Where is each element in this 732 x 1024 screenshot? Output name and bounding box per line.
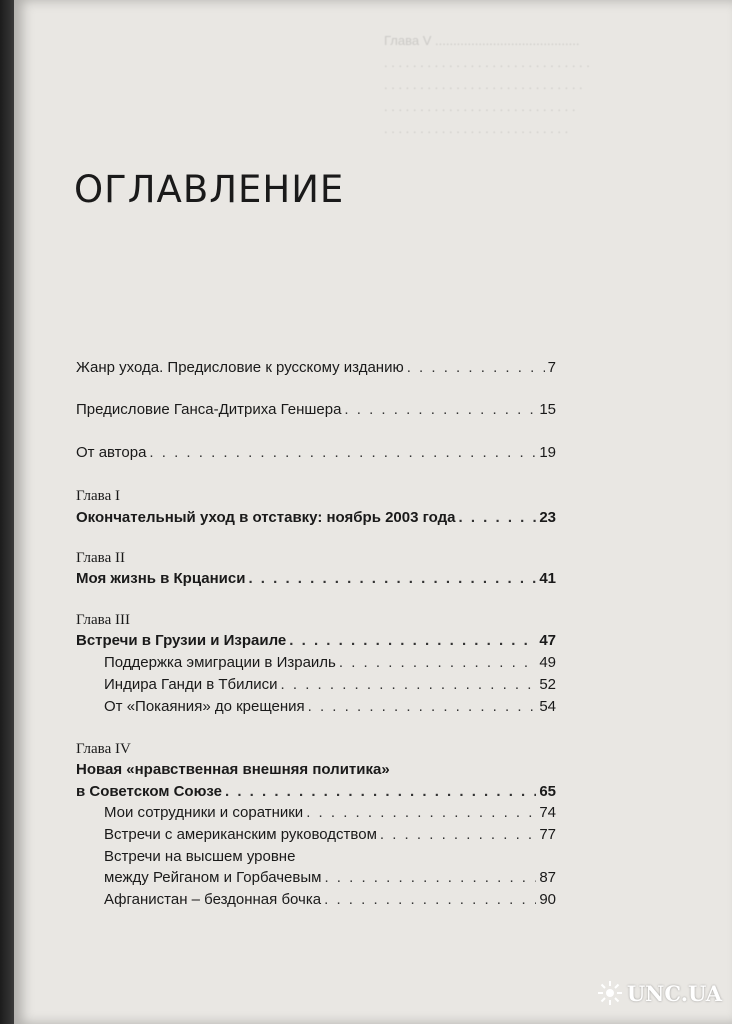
- watermark: [597, 980, 722, 1006]
- subsection-page: 74: [539, 804, 556, 821]
- chapter-page: 47: [539, 632, 556, 649]
- watermark-text: UNC.UA: [626, 980, 722, 1006]
- chapter-entry[interactable]: [76, 569, 556, 589]
- subsection-title: между Рейганом и Горбачевым: [104, 869, 322, 886]
- subsection-entry[interactable]: [104, 697, 556, 717]
- subsection-entry[interactable]: [104, 653, 556, 673]
- dot-leader: [248, 569, 536, 589]
- dot-leader: [380, 825, 536, 845]
- toc-entry-title: Предисловие Ганса-Дитриха Геншера: [76, 401, 342, 418]
- toc-entry[interactable]: [76, 443, 556, 463]
- subsection-page: 52: [539, 676, 556, 693]
- dot-leader: [289, 631, 536, 651]
- subsection-title: Встречи с американским руководством: [104, 826, 377, 843]
- toc-entry-page: 7: [547, 359, 556, 376]
- chapter-label: Глава II: [76, 550, 125, 566]
- toc-entry[interactable]: [76, 358, 556, 378]
- subsection-entry[interactable]: [104, 825, 556, 845]
- chapter-title-line1: Новая «нравственная внешняя политика»: [76, 761, 390, 778]
- dot-leader: [459, 508, 537, 528]
- toc-entry[interactable]: [76, 400, 556, 420]
- subsection-title: Афганистан – бездонная бочка: [104, 891, 322, 908]
- chapter-title: в Советском Союзе: [76, 783, 222, 800]
- subsection-title: От «Покаяния» до крещения: [104, 698, 305, 715]
- book-spine-shadow: [0, 0, 14, 1024]
- chapter-label: Глава I: [76, 488, 120, 504]
- chapter-label: Глава III: [76, 612, 130, 628]
- chapter-entry[interactable]: [76, 508, 556, 528]
- chapter-page: 65: [539, 783, 556, 800]
- toc-entry-title: Жанр ухода. Предисловие к русскому изданию: [76, 359, 404, 376]
- chapter-entry[interactable]: [76, 782, 556, 802]
- subsection-title-line1: Встречи на высшем уровне: [104, 848, 296, 865]
- toc-entry-title: От автора: [76, 444, 147, 461]
- subsection-page: 54: [539, 698, 556, 715]
- toc-entry-page: 19: [539, 444, 556, 461]
- subsection-page: 49: [539, 654, 556, 671]
- page-title: ОГЛАВЛЕНИЕ: [74, 168, 345, 211]
- subsection-page: 87: [539, 869, 556, 886]
- subsection-entry[interactable]: [104, 890, 556, 910]
- subsection-title: Мои сотрудники и соратники: [104, 804, 304, 821]
- dot-leader: [324, 890, 536, 910]
- subsection-title: Поддержка эмиграции в Израиль: [104, 654, 336, 671]
- dot-leader: [308, 697, 537, 717]
- toc-entry-page: 15: [539, 401, 556, 418]
- subsection-title: Индира Ганди в Тбилиси: [104, 676, 278, 693]
- dot-leader: [149, 443, 536, 463]
- subsection-entry[interactable]: [104, 803, 556, 823]
- dot-leader: [281, 675, 537, 695]
- book-page: [14, 0, 732, 1024]
- chapter-page: 23: [539, 509, 556, 526]
- chapter-title: Окончательный уход в отставку: ноябрь 2003 года: [76, 509, 456, 526]
- dot-leader: [225, 782, 536, 802]
- subsection-entry[interactable]: [104, 868, 556, 888]
- dot-leader: [344, 400, 536, 420]
- subsection-page: 90: [539, 891, 556, 908]
- chapter-entry[interactable]: [76, 631, 556, 651]
- dot-leader: [324, 868, 536, 888]
- dot-leader: [306, 803, 536, 823]
- subsection-page: 77: [539, 826, 556, 843]
- subsection-entry[interactable]: [104, 675, 556, 695]
- chapter-label: Глава IV: [76, 741, 131, 757]
- dot-leader: [407, 358, 545, 378]
- bleed-through-text: Глава V ........................................ . . . . . . . . . . . . . . . . . . . . . . . . . . . . . . . . . . . . . . . . . . . . . . . . . . . . . . . . . . . . . . . . . . . . . . . . . . . . . . . . . . . . . . . . . . . . . . . . . . . . . . . . . . . . . .: [384, 33, 590, 136]
- chapter-page: 41: [539, 570, 556, 587]
- chapter-title: Моя жизнь в Крцаниси: [76, 570, 246, 587]
- dot-leader: [339, 653, 536, 673]
- sun-icon: [597, 980, 623, 1006]
- chapter-title: Встречи в Грузии и Израиле: [76, 632, 287, 649]
